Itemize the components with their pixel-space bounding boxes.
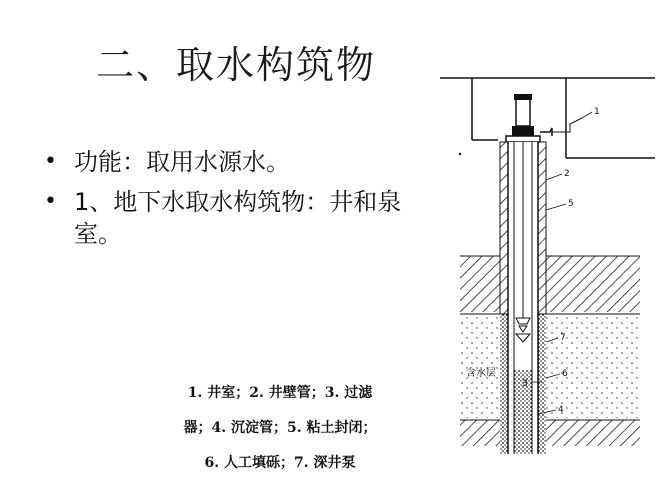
clay-layer-lower [460,420,640,446]
slide-title: 二、取水构筑物 [96,43,377,87]
clay-layer-upper [460,256,640,312]
well-chamber [440,78,655,158]
callout-1: 1 [594,107,600,117]
bullet-list [44,146,424,258]
callout-3: 3 [522,379,528,389]
callout-5: 5 [568,199,574,209]
well-diagram [430,70,655,470]
bullet-item [44,186,424,250]
well-casing [500,142,546,454]
bullet-item [44,146,424,178]
caption-line: 1. 井室；2. 井壁管；3. 过滤 [187,385,373,401]
callout-4: 4 [558,405,564,415]
bullet-marker: • [44,189,57,214]
aquifer-layer [460,314,640,418]
caption-line: 6. 人工填砾；7. 深井泵 [204,455,356,471]
callout-6: 6 [562,369,568,379]
bullet-marker: • [44,149,57,174]
callout-7: 7 [560,333,566,343]
callout-2: 2 [564,169,570,179]
aquifer-label: 含水层 [466,368,496,379]
bullet-text: 功能：取用水源水。 [74,148,290,176]
pump-motor [506,94,582,142]
figure-caption [140,376,420,481]
caption-line: 器；4. 沉淀管；5. 粘土封闭； [183,420,377,436]
bullet-text: 1、地下水取水构筑物：井和泉室。 [74,188,402,248]
